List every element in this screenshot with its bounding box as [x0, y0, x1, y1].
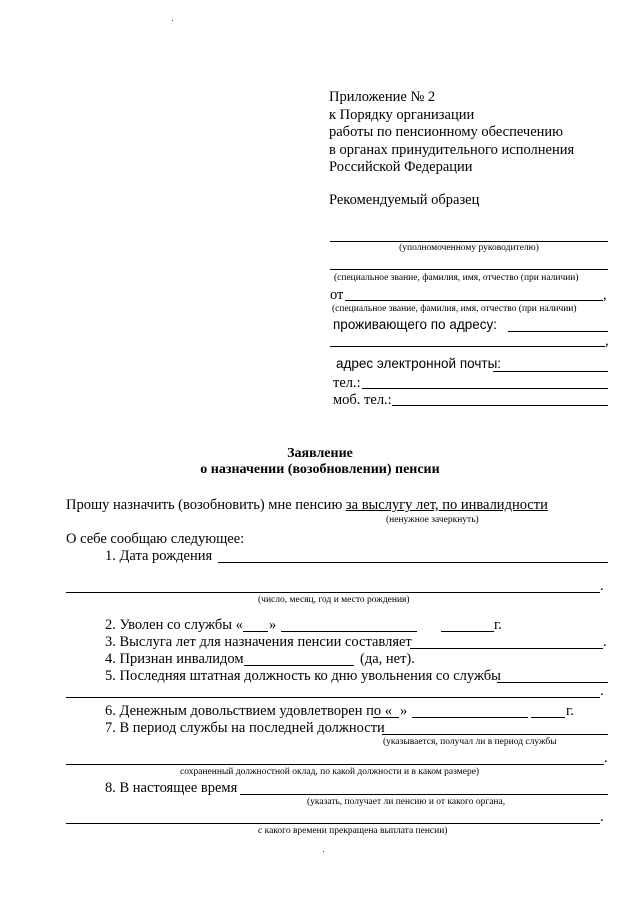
allowance-day-line: [373, 717, 399, 718]
statement-subtitle: о назначении (возобновлении) пенсии: [200, 462, 440, 477]
request-label: Прошу назначить (возобновить) мне пенсию: [66, 497, 343, 513]
position-field-line: [497, 682, 608, 683]
period-field-line-2: [66, 764, 604, 765]
current-hint-2: с какого времени прекращена выплата пенсии): [258, 826, 448, 836]
item-dismissed-label: 2. Уволен со службы «: [105, 617, 243, 633]
from-label: от: [330, 287, 344, 303]
dismissed-day-line: [243, 631, 268, 632]
item-service-label: 3. Выслуга лет для назначения пенсии составляет: [105, 634, 412, 650]
dismissed-quote: »: [269, 617, 277, 633]
request-text: [66, 497, 548, 514]
birth-end: .: [600, 578, 604, 594]
email-label: адрес электронной почты:: [336, 356, 502, 371]
request-hint: (ненужное зачеркнуть): [386, 515, 479, 525]
service-field-line: [410, 648, 603, 649]
appendix-line: Российской Федерации: [329, 159, 473, 175]
period-hint-1: (указывается, получал ли в период службы: [383, 737, 557, 747]
mobile-label: моб. тел.:: [333, 392, 392, 408]
appendix-line: работы по пенсионному обеспечению: [329, 124, 563, 140]
current-hint-1: (указать, получает ли пенсию и от какого органа,: [307, 797, 506, 807]
scan-speck: [172, 20, 173, 21]
allowance-year-line: [531, 717, 565, 718]
position-field-line-2: [66, 697, 600, 698]
residence-comma: ,: [605, 333, 609, 349]
item-disabled-label: 4. Признан инвалидом: [105, 651, 244, 667]
period-field-line: [382, 734, 608, 735]
allowance-month-line: [412, 717, 528, 718]
item-birth-label: 1. Дата рождения: [105, 548, 213, 564]
item-position-label: 5. Последняя штатная должность ко дню увольнения со службы: [105, 668, 501, 684]
from-comma: ,: [603, 287, 607, 303]
statement-title: Заявление: [287, 446, 353, 461]
disabled-field-line: [244, 665, 354, 666]
current-field-line-2: [66, 823, 600, 824]
current-end: .: [600, 809, 604, 825]
from-field-line: [345, 300, 603, 301]
period-end: .: [604, 750, 608, 766]
allowance-year-suffix: г.: [566, 703, 574, 719]
mobile-field-line: [392, 405, 608, 406]
head-field-line: [330, 241, 608, 242]
appendix-line: к Порядку организации: [329, 106, 475, 123]
item-allowance-label: 6. Денежным довольствием удовлетворен по «: [105, 703, 392, 719]
allowance-quote: »: [400, 703, 408, 719]
service-end: .: [603, 634, 607, 650]
current-field-line: [240, 794, 608, 795]
appendix-line: в органах принудительного исполнения: [329, 141, 575, 158]
item-current-label: 8. В настоящее время: [105, 780, 238, 796]
birth-field-line: [218, 562, 608, 563]
email-field-line: [493, 371, 608, 372]
residence-label: проживающего по адресу:: [333, 317, 497, 332]
dismissed-year-suffix: г.: [494, 617, 502, 633]
item-period-label: 7. В период службы на последней должности: [105, 720, 385, 736]
phone-field-line: [362, 388, 608, 389]
birth-hint: (число, месяц, год и место рождения): [258, 595, 410, 605]
from-hint: (специальное звание, фамилия, имя, отчество (при наличии): [332, 304, 577, 314]
head-hint: (уполномоченному руководителю): [399, 243, 539, 253]
rank-field-line: [330, 269, 608, 270]
birth-field-line-2: [66, 592, 600, 593]
residence-field-line: [508, 331, 608, 332]
position-end: .: [600, 683, 604, 699]
residence-field-line-2: [330, 346, 605, 347]
dismissed-month-line: [281, 631, 417, 632]
dismissed-year-line: [441, 631, 494, 632]
appendix-line: Приложение № 2: [329, 89, 436, 105]
pension-type-options: за выслугу лет, по инвалидности: [345, 497, 548, 513]
period-hint-2: сохраненный должностной оклад, по какой должности и в каком размере): [180, 767, 480, 777]
disabled-options: (да, нет).: [360, 651, 415, 667]
rank-hint: (специальное звание, фамилия, имя, отчество (при наличии): [334, 273, 579, 283]
recommended-sample-label: Рекомендуемый образец: [329, 192, 480, 208]
scan-speck: [323, 851, 324, 852]
phone-label: тел.:: [333, 375, 361, 391]
intro-text: О себе сообщаю следующее:: [66, 531, 245, 547]
